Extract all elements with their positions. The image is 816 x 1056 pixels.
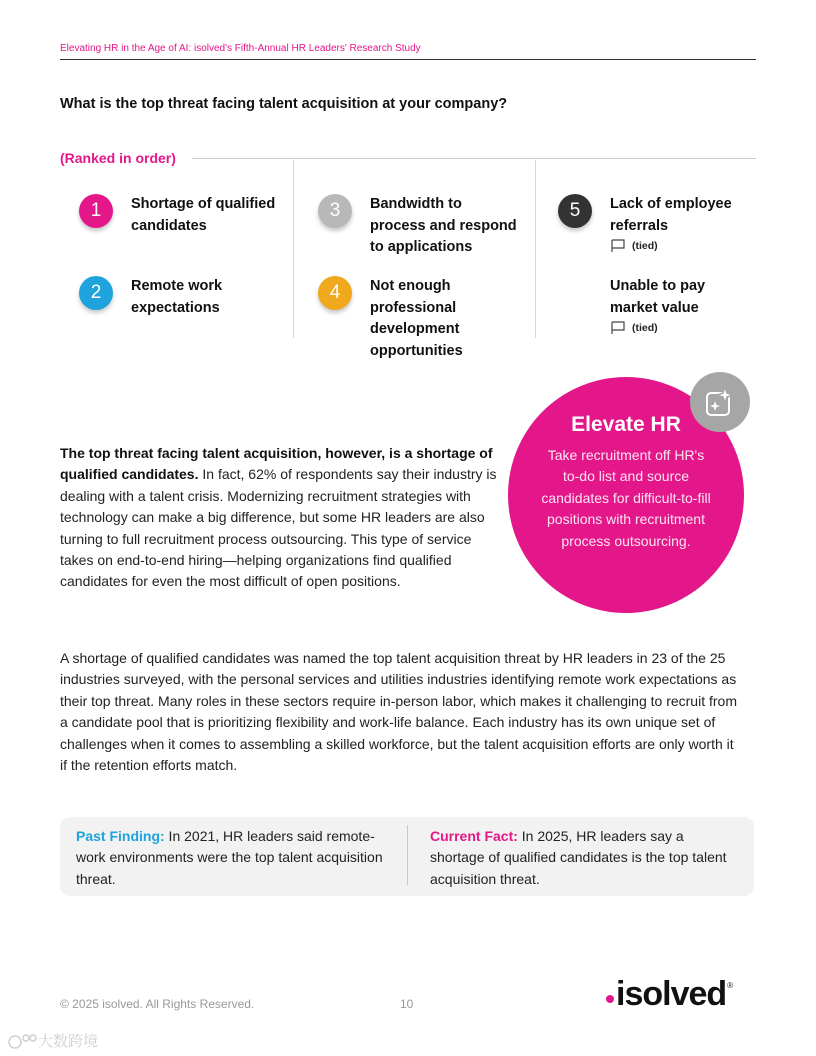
rank-label: Remote work expectations (131, 278, 223, 316)
logo-dot (606, 995, 614, 1003)
analysis-paragraph: A shortage of qualified candidates was named the top talent acquisition threat by HR leaders in 23 of the 25 industries surveyed, with the personal services and utilities industries identifying remote work expectations as their top threat. Many roles in these sectors require in-person labor, which makes it challenging to recruit from a candidate pool that is prioritizing flexibility and work-life balance. Each industry has its own unique set of challenges when it comes to assembling a skilled workforce, but the talent acquisition efforts are only worth it if the retention efforts match. (60, 650, 737, 774)
copyright-notice: © 2025 isolved. All Rights Reserved. (60, 997, 255, 1011)
rank-item-3 (318, 194, 528, 259)
rank-item-4 (318, 276, 528, 362)
rank-item-2 (79, 276, 284, 319)
rank-number-badge: 4 (318, 276, 352, 310)
current-fact (430, 826, 730, 890)
ranked-label: (Ranked in order) (60, 150, 176, 166)
intro-bold-lead: The top threat facing talent acquisition, however, is a shortage of qualified candidates. (60, 445, 493, 483)
findings-comparison-box (60, 817, 754, 896)
tied-label: (tied) (632, 240, 658, 252)
section-question: What is the top threat facing talent acquisition at your company? (60, 96, 508, 112)
tied-note (610, 239, 740, 253)
running-header: Elevating HR in the Age of AI: isolved's Fifth-Annual HR Leaders' Research Study (60, 43, 421, 54)
rank-number-badge: 3 (318, 194, 352, 228)
elevate-title: Elevate HR (571, 413, 681, 436)
rank-number-badge: 1 (79, 194, 113, 228)
watermark-text: 大数跨境 (38, 1033, 99, 1050)
current-fact-label: Current Fact: (430, 828, 518, 844)
intro-paragraph (60, 443, 500, 593)
rank-label: Lack of employee referrals (610, 196, 732, 234)
watermark (8, 1030, 98, 1051)
rank-number-badge: 2 (79, 276, 113, 310)
rank-item-5-tied (610, 276, 750, 335)
column-divider (293, 160, 294, 338)
watermark-logo-icon (8, 1032, 38, 1050)
page-number: 10 (400, 997, 414, 1011)
current-fact-text: In 2025, HR leaders say a shortage of qualified candidates is the top talent acquisition threat. (430, 828, 727, 887)
column-divider (535, 160, 536, 338)
past-finding (76, 826, 386, 890)
flag-icon (610, 321, 626, 335)
past-finding-text: In 2021, HR leaders said remote-work environments were the top talent acquisition threat. (76, 828, 383, 887)
past-finding-label: Past Finding: (76, 828, 165, 844)
ai-sparkle-icon (703, 385, 737, 419)
isolved-logo (606, 975, 733, 1014)
intro-body: In fact, 62% of respondents say their industry is dealing with a talent crisis. Modernizing recruitment strategies with technology can make a big difference, but some HR leaders are also turning to full recruitment process outsourcing. This type of service takes on end-to-end hiring—helping organizations find qualified candidates for even the most difficult of open positions. (60, 466, 497, 590)
rank-label: Not enough professional development opportunities (370, 278, 463, 359)
rank-label: Bandwidth to process and respond to applications (370, 196, 517, 255)
rank-item-5 (558, 194, 758, 253)
facts-divider (407, 825, 408, 885)
tied-label: (tied) (632, 322, 658, 334)
rank-item-1 (79, 194, 284, 237)
logo-registered-mark: ® (727, 981, 734, 990)
ranked-divider (192, 158, 756, 159)
rank-number-badge: 5 (558, 194, 592, 228)
tied-note (610, 321, 750, 335)
header-divider (60, 59, 756, 60)
logo-wordmark: isolved (616, 975, 727, 1013)
ai-sparkle-badge (690, 372, 750, 432)
rank-label: Shortage of qualified candidates (131, 196, 276, 234)
rank-label: Unable to pay market value (610, 278, 706, 316)
flag-icon (610, 239, 626, 253)
elevate-body: Take recruitment off HR's to-do list and source candidates for difficult-to-fill positions with recruitment process outsourcing. (541, 447, 711, 549)
